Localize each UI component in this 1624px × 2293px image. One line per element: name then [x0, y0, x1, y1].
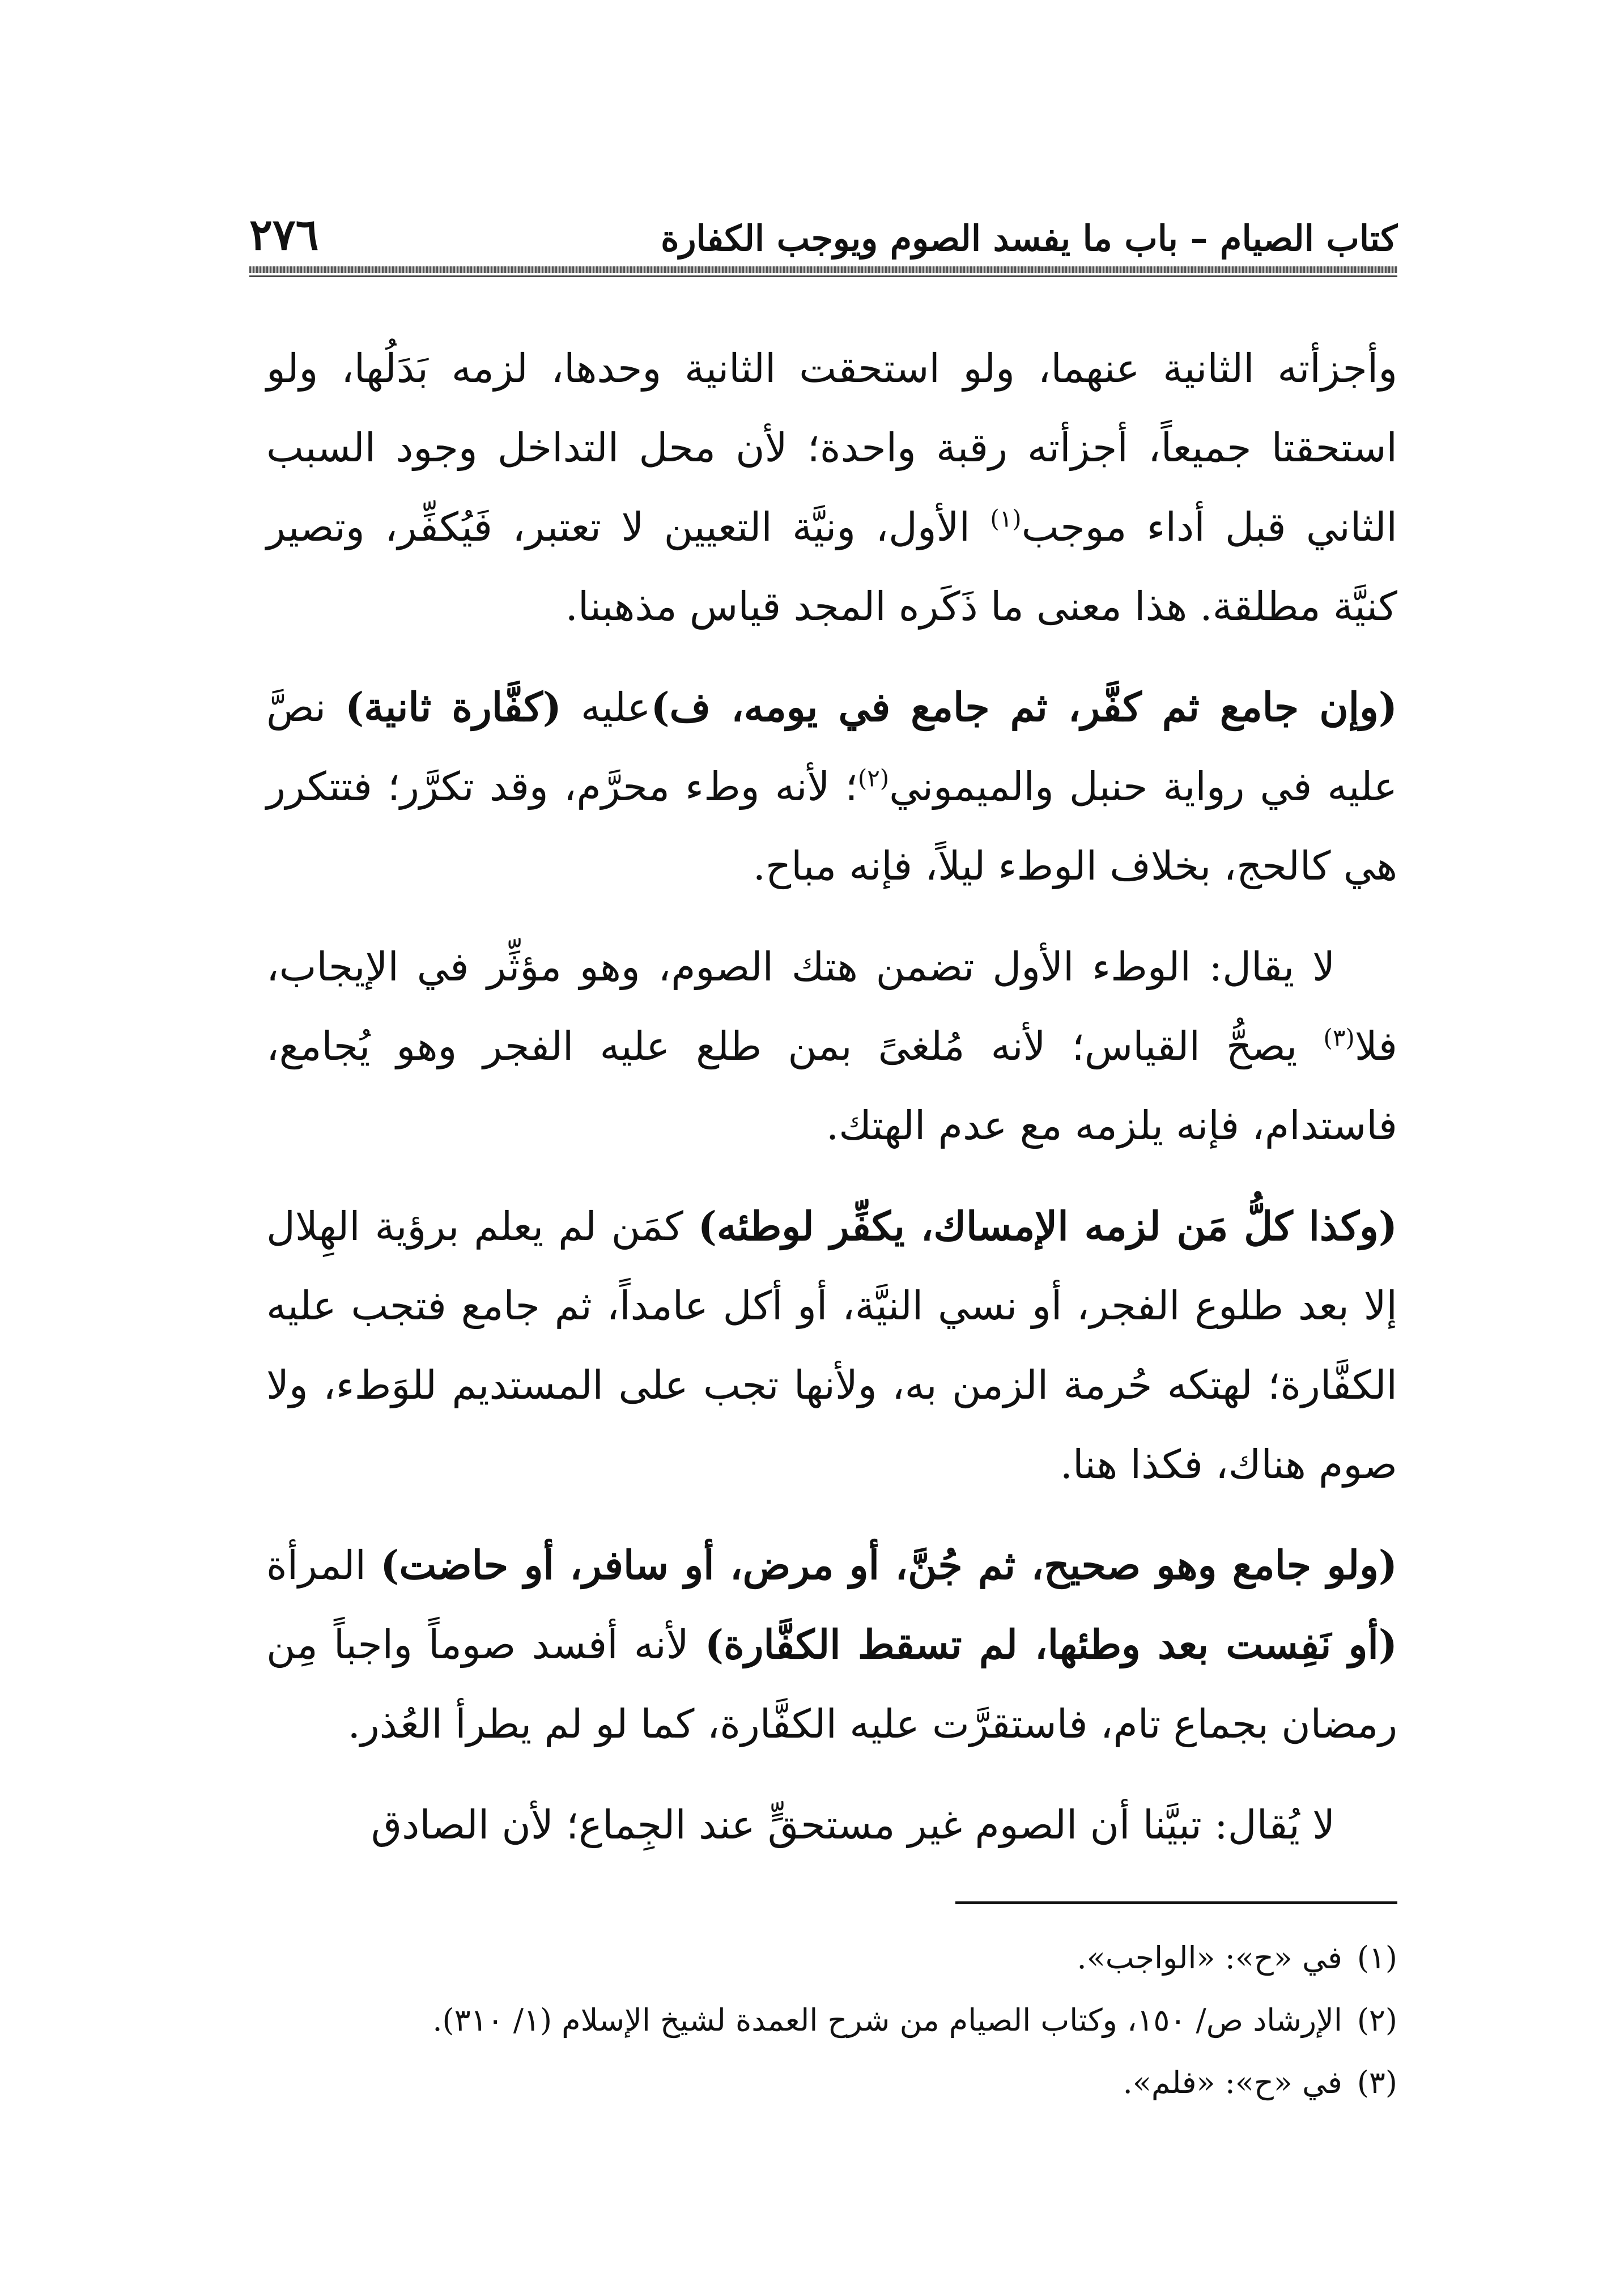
paragraph	[266, 1526, 1397, 1764]
footnote-text: الإرشاد ص/ ١٥٠، وكتاب الصيام من شرح العمدة لشيخ الإسلام (١/ ٣١٠).	[432, 2002, 1342, 2038]
footnote-text: في «ح»: «الواجب».	[1077, 1940, 1342, 1976]
commentary-text: عليه	[561, 684, 651, 731]
footnote-item	[266, 2052, 1397, 2114]
commentary-text: نصَّ عليه في رواية حنبل والميموني	[266, 684, 1397, 810]
footnote-number: (١)	[1357, 1940, 1397, 1976]
main-text	[266, 329, 1397, 1886]
footnotes	[266, 1927, 1397, 2114]
commentary-text: كمَن لم يعلم برؤية الهِلال إلا بعد طلوع الفجر، أو نسي النيَّة، أو أكل عامداً، ثم جامع فتجب عليه الكفَّارة؛ لهتكه حُرمة الزمن به، ولأنها تجب على المستديم للوَطء، ولا صوم هناك، فكذا هنا.	[266, 1203, 1397, 1488]
header-rule	[249, 266, 1397, 273]
footnote-number: (٢)	[1357, 2002, 1397, 2038]
footnote-marker: (١)	[990, 504, 1022, 533]
matn-text: (أو نَفِست بعد وطئها، لم تسقط الكفَّارة)	[704, 1621, 1398, 1668]
paragraph	[266, 329, 1397, 646]
commentary-text: الأول، ونيَّة التعيين لا تعتبر، فَيُكفِّر، وتصير كنيَّة مطلقة. هذا معنى ما ذَكَره المجد قياس مذهبنا.	[266, 504, 1397, 630]
header-rule-thin	[249, 275, 1397, 277]
paragraph	[266, 1785, 1397, 1865]
footnote-item	[266, 1927, 1397, 1989]
commentary-text: ؛ لأنه وطء محرَّم، وقد تكرَّر؛ فتتكرر هي كالحج، بخلاف الوطء ليلاً، فإنه مباح.	[266, 763, 1397, 889]
paragraph	[266, 927, 1397, 1165]
commentary-text: لأنه أفسد صوماً واجباً مِن رمضان بجماع تام، فاستقرَّت عليه الكفَّارة، كما لو لم يطرأ العُذر.	[266, 1621, 1397, 1747]
footnote-text: في «ح»: «فلم».	[1123, 2065, 1342, 2100]
footnote-marker: (٢)	[857, 764, 890, 792]
matn-text: (وكذا كلُّ مَن لزمه الإمساك، يكفِّر لوطئه)	[698, 1203, 1397, 1250]
commentary-text: المرأة	[266, 1542, 381, 1589]
commentary-text: لا يُقال: تبيَّنا أن الصوم غير مستحقٍّ عند الجِماع؛ لأن الصادق	[371, 1802, 1335, 1848]
footnote-number: (٣)	[1357, 2065, 1397, 2100]
matn-text: (وإن جامع ثم كفَّر، ثم جامع في يومه، ف)	[651, 683, 1397, 731]
page-number: ٢٧٦	[249, 209, 319, 260]
footnote-item	[266, 1989, 1397, 2052]
commentary-text: يصحُّ القياس؛ لأنه مُلغىً بمن طلع عليه الفجر وهو يُجامع، فاستدام، فإنه يلزمه مع عدم الهتك.	[266, 1023, 1397, 1149]
commentary-text: وأجزأته الثانية عنهما، ولو استحقت الثانية وحدها، لزمه بَدَلُها، ولو استحقتا جميعاً، أجزأته رقبة واحدة؛ لأن محل التداخل وجود السبب الثاني قبل أداء موجب	[266, 345, 1397, 550]
footnote-marker: (٣)	[1323, 1024, 1355, 1052]
paragraph	[266, 668, 1397, 906]
running-title: كتاب الصيام – باب ما يفسد الصوم ويوجب الكفارة	[661, 218, 1397, 259]
footnote-separator	[955, 1901, 1397, 1904]
page-header	[249, 199, 1397, 260]
matn-text: (كفَّارة ثانية)	[345, 683, 562, 731]
matn-text: (ولو جامع وهو صحيح، ثم جُنَّ، أو مرض، أو سافر، أو حاضت)	[380, 1542, 1397, 1589]
commentary-text: لا يقال: الوطء الأول تضمن هتك الصوم، وهو مؤثِّر في الإيجاب، فلا	[266, 944, 1397, 1069]
paragraph	[266, 1187, 1397, 1504]
